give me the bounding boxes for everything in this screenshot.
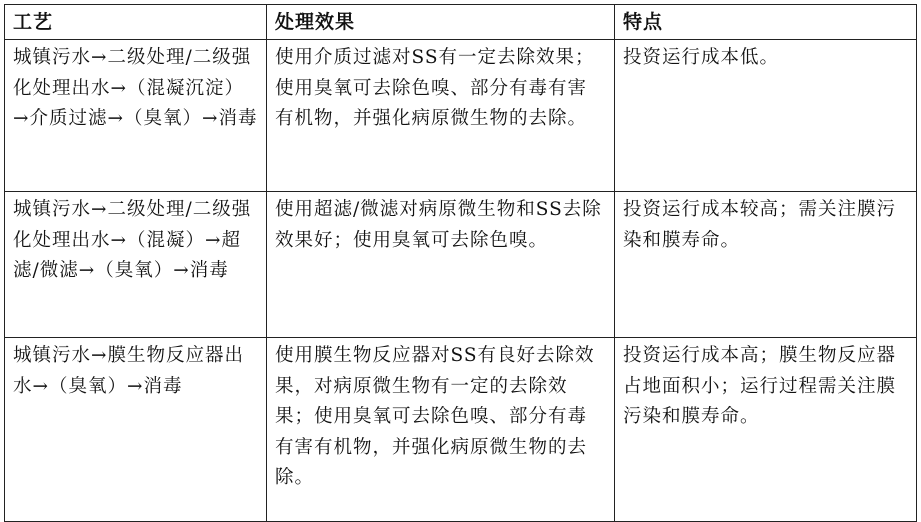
cell-feature: 投资运行成本低。 [615,40,917,192]
cell-feature: 投资运行成本高；膜生物反应器占地面积小；运行过程需关注膜污染和膜寿命。 [615,338,917,522]
table-header-row [5,5,917,40]
table-row [5,40,917,192]
process-comparison-table [4,4,917,522]
header-effect: 处理效果 [267,5,615,40]
table-row [5,192,917,338]
cell-effect: 使用介质过滤对SS有一定去除效果；使用臭氧可去除色嗅、部分有毒有害有机物，并强化病原微生物的去除。 [267,40,615,192]
cell-process: 城镇污水→膜生物反应器出水→（臭氧）→消毒 [5,338,267,522]
header-process: 工艺 [5,5,267,40]
cell-process: 城镇污水→二级处理/二级强化处理出水→（混凝沉淀）→介质过滤→（臭氧）→消毒 [5,40,267,192]
cell-effect: 使用超滤/微滤对病原微生物和SS去除效果好；使用臭氧可去除色嗅。 [267,192,615,338]
cell-feature: 投资运行成本较高；需关注膜污染和膜寿命。 [615,192,917,338]
header-feature: 特点 [615,5,917,40]
table-row [5,338,917,522]
cell-effect: 使用膜生物反应器对SS有良好去除效果，对病原微生物有一定的去除效果；使用臭氧可去除色嗅、部分有毒有害有机物，并强化病原微生物的去除。 [267,338,615,522]
cell-process: 城镇污水→二级处理/二级强化处理出水→（混凝）→超滤/微滤→（臭氧）→消毒 [5,192,267,338]
